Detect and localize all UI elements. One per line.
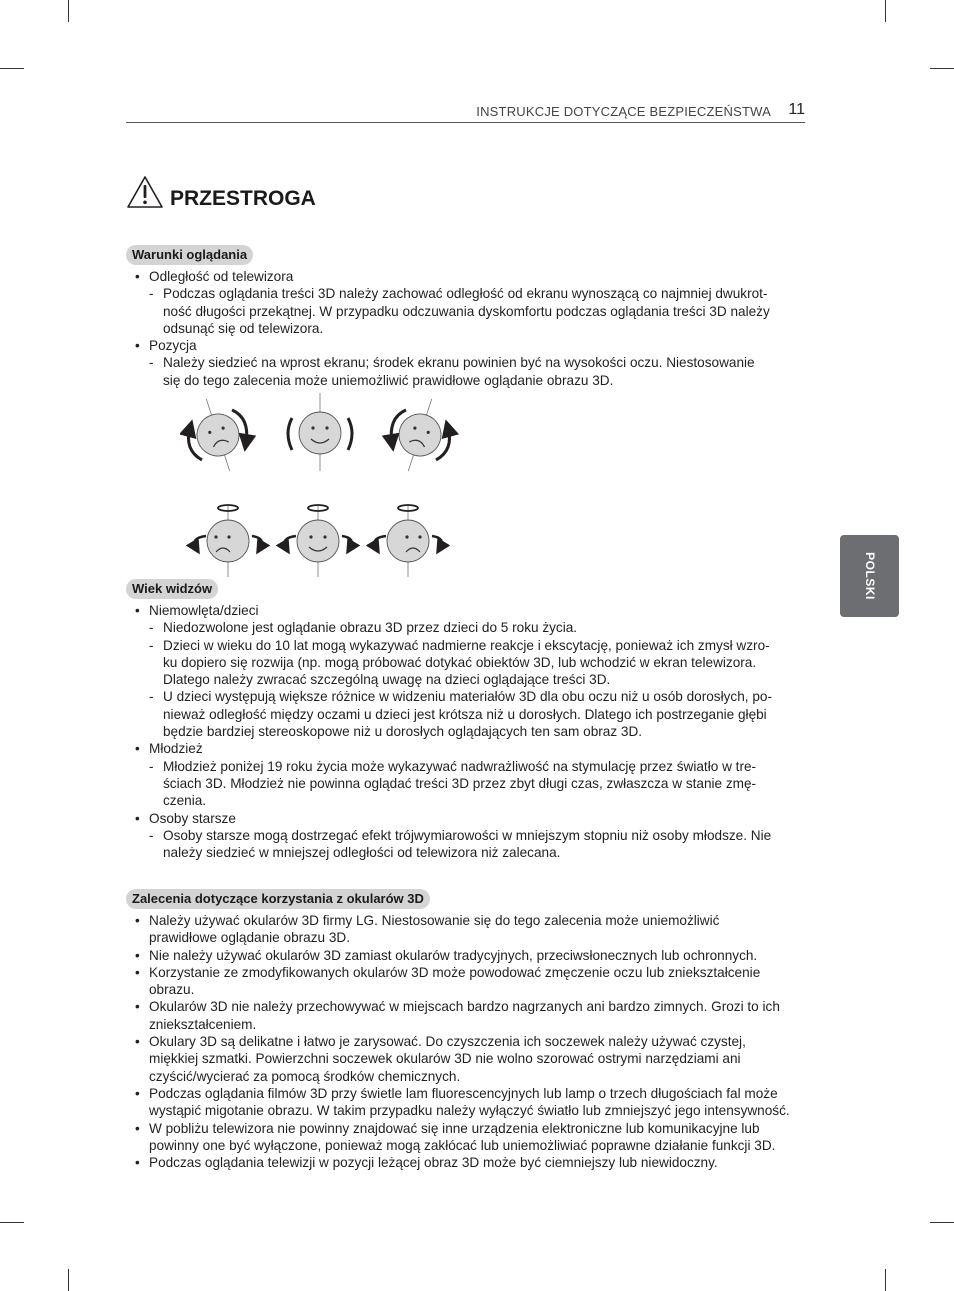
text-line: • Podczas oglądania telewizji w pozycji leżącej obraz 3D może być ciemniejszy lub niewidoczny. xyxy=(149,1155,718,1171)
header-section-title: INSTRUKCJE DOTYCZĄCE BEZPIECZEŃSTWA xyxy=(476,104,771,119)
text-line: miękkiej szmatki. Powierzchni soczewek okularów 3D nie wolno szorować ostrymi narzędziami ani xyxy=(149,1051,741,1067)
warning-triangle-icon xyxy=(126,175,164,209)
face-turned-left-icon xyxy=(207,505,249,577)
list-subitem xyxy=(130,688,810,740)
section-label-viewing: Warunki oglądania xyxy=(126,245,253,265)
text-line: • Okulary 3D są delikatne i łatwo je zarysować. Do czyszczenia ich soczewek należy używać czystej, xyxy=(149,1034,746,1050)
arrow-icon xyxy=(194,536,206,548)
face-upright-icon xyxy=(299,393,341,471)
text-line: • Okularów 3D nie należy przechowywać w miejscach bardzo nagrzanych ani bardzo zimnych. Grozi to ich xyxy=(149,999,780,1015)
arrow-icon xyxy=(342,536,352,548)
text-line: Dlatego należy zwracać szczególną uwagę na dzieci oglądające treści 3D. xyxy=(163,672,611,688)
list-item xyxy=(130,1120,810,1155)
crop-mark xyxy=(885,0,886,22)
text-line: należy siedzieć w mniejszej odległości od telewizora niż zalecana. xyxy=(163,845,561,861)
list-item xyxy=(130,964,810,999)
list-item xyxy=(130,912,810,947)
text-line: ność długości przekątnej. W przypadku odczuwania dyskomfortu podczas oglądania treści 3D należy xyxy=(163,303,770,319)
page-number: 11 xyxy=(788,101,805,118)
arrow-icon xyxy=(374,536,386,548)
crop-mark xyxy=(0,1222,24,1223)
face-tilted-left-icon xyxy=(186,392,249,477)
text-line: - Dzieci w wieku do 10 lat mogą wykazywać nadmierne reakcje i ekscytację, ponieważ ich zmysł wzro- xyxy=(163,637,770,653)
text-line: zniekształceniem. xyxy=(149,1016,257,1032)
glasses-recommendations-list xyxy=(130,912,810,1171)
crop-mark xyxy=(0,68,24,69)
crop-mark xyxy=(68,1269,69,1291)
list-subitem xyxy=(130,354,810,389)
text-line: odsunąć się od telewizora. xyxy=(163,320,324,336)
page-title: PRZESTROGA xyxy=(170,187,316,210)
arrow-icon xyxy=(432,536,442,548)
list-item xyxy=(130,947,810,964)
arrow-icon xyxy=(348,418,352,450)
text-line: • Podczas oglądania filmów 3D przy świetle lam fluorescencyjnych lub lamp o trzech długościach fal może xyxy=(149,1085,778,1101)
arrow-icon xyxy=(252,536,262,548)
text-line: - U dzieci występują większe różnice w widzeniu materiałów 3D dla obu oczu niż u osób dorosłych, po- xyxy=(163,689,772,705)
text-line: czenia. xyxy=(163,793,207,809)
list-item: • Pozycja xyxy=(130,337,810,354)
text-line: • W pobliżu telewizora nie powinny znajdować się inne urządzenia elektroniczne lub komunikacyjne lub xyxy=(149,1120,760,1136)
crop-mark xyxy=(930,1222,954,1223)
list-item xyxy=(130,1033,810,1085)
list-item: • Niemowlęta/dzieci xyxy=(130,602,810,619)
text-line: się do tego zalecenia może uniemożliwić prawidłowe oglądanie obrazu 3D. xyxy=(163,372,614,388)
face-tilted-right-icon xyxy=(388,392,451,477)
text-line: ku dopiero się rozwija (np. mogą próbować dotykać obiektów 3D, lub wchodzić w ekran telewizora. xyxy=(163,654,757,670)
list-item: • Młodzież xyxy=(130,740,810,757)
text-line: • Korzystanie ze zmodyfikowanych okularów 3D może powodować zmęczenie oczu lub zniekształcenie xyxy=(149,964,761,980)
crop-mark xyxy=(930,68,954,69)
text-line: - Osoby starsze mogą dostrzegać efekt trójwymiarowości w mniejszym stopniu niż osoby młodsze. Nie xyxy=(163,827,772,843)
list-item: • Osoby starsze xyxy=(130,810,810,827)
text-line: wystąpić migotanie obrazu. W takim przypadku należy wyłączyć światło lub zmniejszyć jego intensywność. xyxy=(149,1103,790,1119)
text-line: powinny one być wyłączone, ponieważ mogą zakłócać lub uniemożliwiać poprawne działanie funkcji 3D. xyxy=(149,1137,776,1153)
text-line: - Podczas oglądania treści 3D należy zachować odległość od ekranu wynoszącą co najmniej dwukrot- xyxy=(163,286,768,302)
list-subitem xyxy=(130,637,810,689)
list-item xyxy=(130,1085,810,1120)
viewing-conditions-list xyxy=(130,268,810,389)
list-item xyxy=(130,1154,810,1171)
section-label-age: Wiek widzów xyxy=(126,579,218,599)
list-subitem xyxy=(130,758,810,810)
text-line: czyścić/wycierać za pomocą środków chemicznych. xyxy=(149,1068,461,1084)
text-line: - Młodzież poniżej 19 roku życia może wykazywać nadwrażliwość na stymulację przez światło w tre- xyxy=(163,758,757,774)
head-position-illustration xyxy=(180,388,470,583)
section-label-glasses: Zalecenia dotyczące korzystania z okularów 3D xyxy=(126,889,430,909)
text-line: • Nie należy używać okularów 3D zamiast okularów tradycyjnych, przeciwsłonecznych lub ochronnych. xyxy=(149,947,758,963)
crop-mark xyxy=(885,1269,886,1291)
list-item xyxy=(130,998,810,1033)
text-line: prawidłowe oglądanie obrazu 3D. xyxy=(149,930,351,946)
page-header xyxy=(126,100,805,123)
list-subitem xyxy=(130,827,810,862)
text-line: - Niedozwolone jest oglądanie obrazu 3D przez dzieci do 5 roku życia. xyxy=(163,620,578,636)
text-line: • Należy używać okularów 3D firmy LG. Niestosowanie się do tego zalecenia może uniemożliwić xyxy=(149,913,720,928)
text-line: - Należy siedzieć na wprost ekranu; środek ekranu powinien być na wysokości oczu. Niestosowanie xyxy=(163,355,755,371)
list-item: • Odległość od telewizora xyxy=(130,268,810,285)
list-subitem xyxy=(130,619,810,636)
crop-mark xyxy=(68,0,69,22)
face-turned-right-icon xyxy=(387,505,429,577)
list-subitem xyxy=(130,285,810,337)
arrow-icon xyxy=(288,418,292,450)
text-line: ściach 3D. Młodzież nie powinna oglądać treści 3D przez zbyt długi czas, zwłaszcza w stanie zmę- xyxy=(163,775,757,791)
language-tab-label: POLSKI xyxy=(862,552,877,600)
text-line: obrazu. xyxy=(149,982,195,998)
text-line: będzie bardziej stereoskopowe niż u dorosłych oglądających ten sam obraz 3D. xyxy=(163,724,643,740)
face-facing-front-icon xyxy=(297,505,339,577)
arrow-icon xyxy=(284,536,296,548)
viewer-age-list xyxy=(130,602,810,861)
language-tab xyxy=(840,535,899,617)
text-line: nieważ odległość między oczami u dzieci jest krótsza niż u dorosłych. Dlatego ich postrzeganie głębi xyxy=(163,706,767,722)
